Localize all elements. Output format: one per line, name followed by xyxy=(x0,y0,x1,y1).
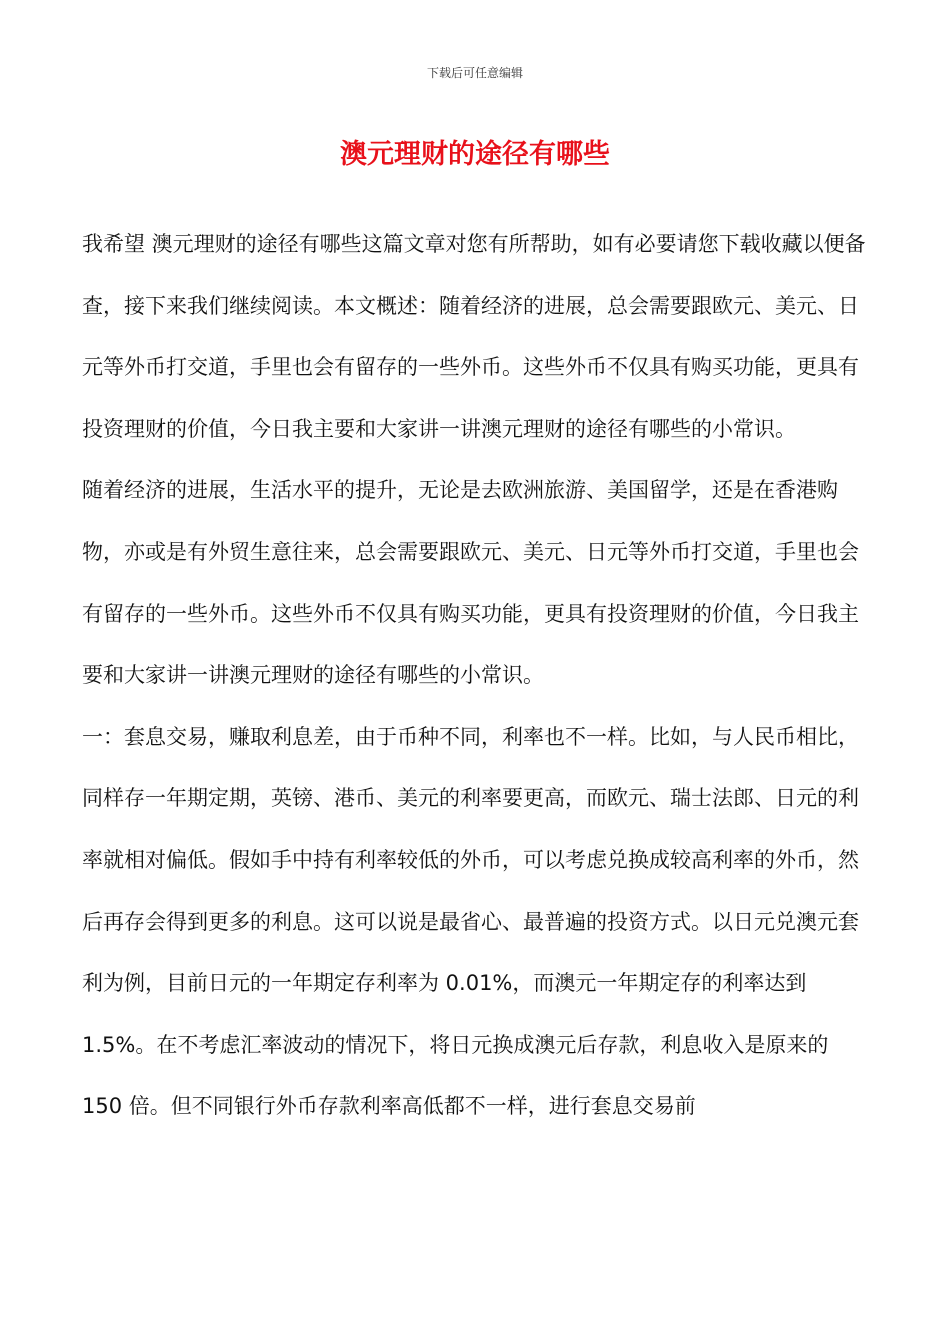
document-title: 澳元理财的途径有哪些 xyxy=(340,139,610,170)
header-note: 下载后可任意编辑 xyxy=(426,66,523,80)
paragraph-background: 随着经济的进展，生活水平的提升，无论是去欧洲旅游、美国留学，还是在香港购物，亦或是有外贸生意往来，总会需要跟欧元、美元、日元等外币打交道，手里也会有留存的一些外币。这些外币不仅具有购买功能，更具有投资理财的价值，今日我主要和大家讲一讲澳元理财的途径有哪些的小常识。 xyxy=(82,478,859,688)
paragraph-intro: 我希望 澳元理财的途径有哪些这篇文章对您有所帮助，如有必要请您下载收藏以便备查，接下来我们继续阅读。本文概述：随着经济的进展，总会需要跟欧元、美元、日元等外币打交道，手里也会有留存的一些外币。这些外币不仅具有购买功能，更具有投资理财的价值，今日我主要和大家讲一讲澳元理财的途径有哪些的小常识。 xyxy=(82,232,866,441)
paragraph-section-one: 一：套息交易，赚取利息差，由于币种不同，利率也不一样。比如，与人民币相比，同样存一年期定期，英镑、港币、美元的利率要更高，而欧元、瑞士法郎、日元的利率就相对偏低。假如手中持有利率较低的外币，可以考虑兑换成较高利率的外币，然后再存会得到更多的利息。这可以说是最省心、最普遍的投资方式。以日元兑澳元套利为例，目前日元的一年期定存利率为 0.01%，而澳元一年期定存的利率达到 1.5%。在不考虑汇率波动的情况下，将日元换成澳元后存款，利息收入是原来的 150 倍。但不同银行外币存款利率高低都不一样，进行套息交易前 xyxy=(82,724,859,1119)
document-body xyxy=(82,214,872,1138)
